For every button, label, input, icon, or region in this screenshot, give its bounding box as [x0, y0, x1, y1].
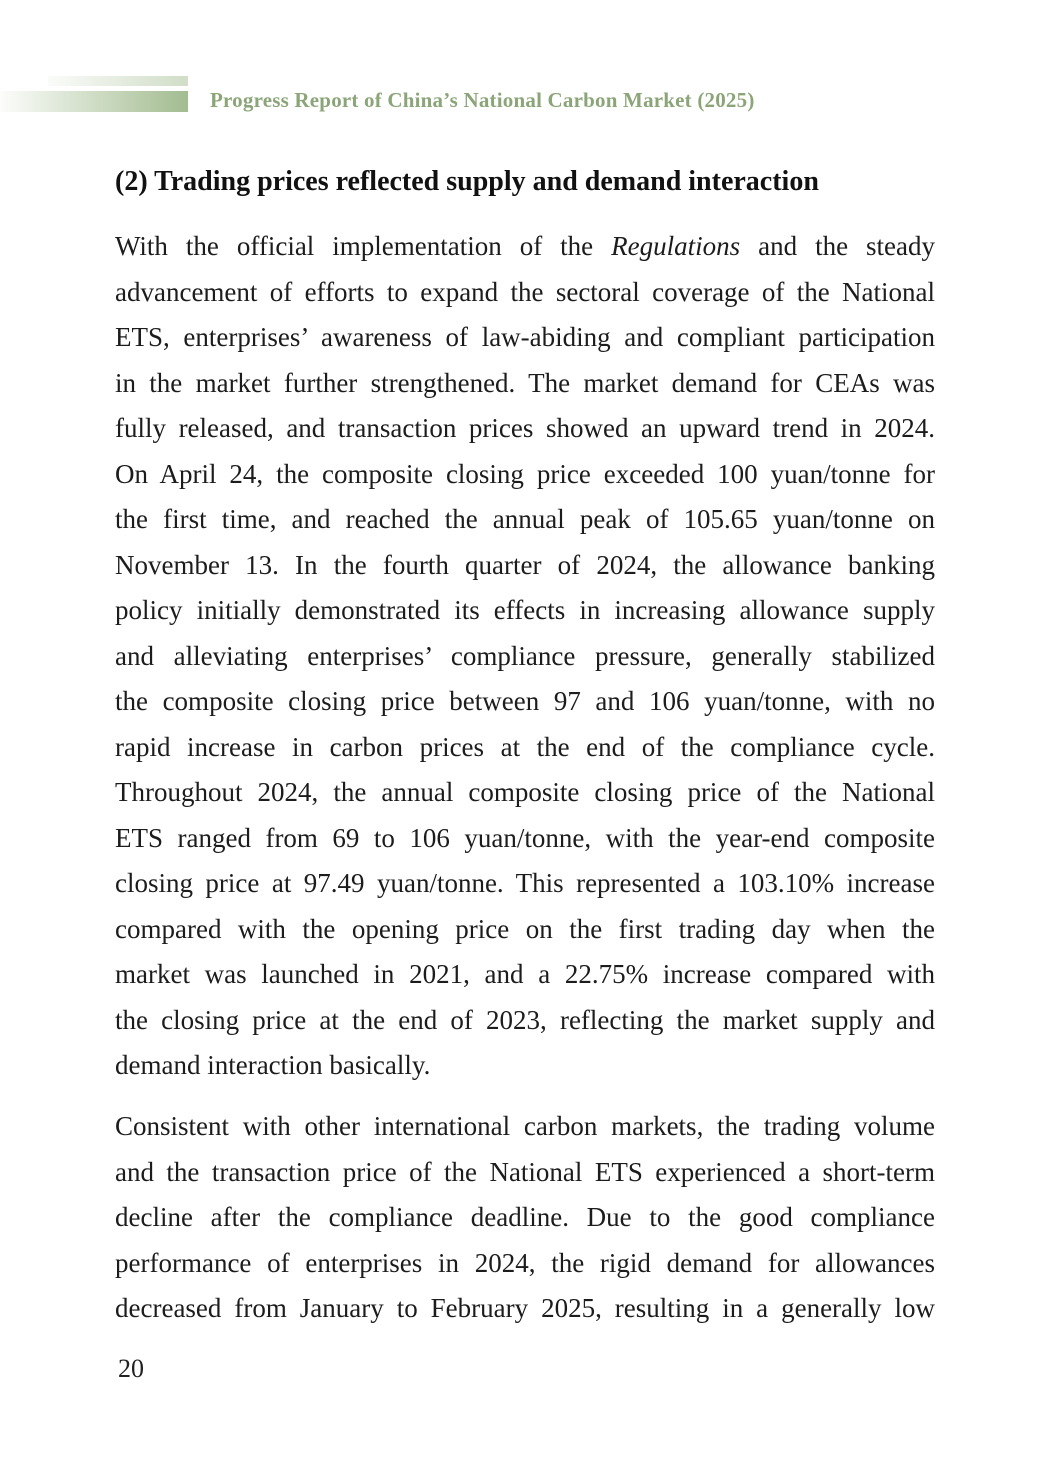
line-text: With the official implementation of the: [115, 231, 612, 261]
running-header-title: Progress Report of China’s National Carbon Market (2025): [210, 88, 755, 112]
paragraph-line: and the transaction price of the National ETS experienced a short-term: [115, 1156, 935, 1187]
paragraph-line: decline after the compliance deadline. Due to the good compliance: [115, 1202, 935, 1232]
paragraph-line: ETS ranged from 69 to 106 yuan/tonne, with the year-end composite: [115, 822, 935, 853]
paragraph-line: On April 24, the composite closing price exceeded 100 yuan/tonne for: [115, 458, 935, 489]
paragraph-line: advancement of efforts to expand the sectoral coverage of the National: [115, 276, 935, 307]
page-number: 20: [118, 1354, 144, 1383]
paragraph-line: policy initially demonstrated its effects in increasing allowance supply: [115, 595, 935, 625]
paragraph-line: rapid increase in carbon prices at the end of the compliance cycle.: [115, 731, 935, 762]
line-text: and the steady: [740, 231, 936, 261]
paragraph-line: the composite closing price between 97 and 106 yuan/tonne, with no: [115, 686, 935, 716]
regulations-italic: Regulations: [611, 231, 741, 261]
paragraph-1: [115, 224, 935, 1089]
header-accent-bar: [0, 91, 188, 112]
paragraph-line: market was launched in 2021, and a 22.75% increase compared with: [115, 959, 935, 989]
header-accent-bar-thin: [48, 76, 188, 86]
paragraph-2: [115, 1104, 935, 1332]
paragraph-line: fully released, and transaction prices showed an upward trend in 2024.: [115, 413, 935, 443]
paragraph-line: demand interaction basically.: [115, 1050, 431, 1080]
paragraph-line: Throughout 2024, the annual composite closing price of the National: [115, 777, 935, 807]
section-heading: (2) Trading prices reflected supply and demand interaction: [115, 166, 819, 197]
paragraph-line: compared with the opening price on the first trading day when the: [115, 913, 935, 944]
paragraph-line: Consistent with other international carbon markets, the trading volume: [115, 1111, 935, 1141]
paragraph-line: and alleviating enterprises’ compliance pressure, generally stabilized: [115, 640, 935, 671]
paragraph-line: [115, 224, 935, 270]
paragraph-line: in the market further strengthened. The market demand for CEAs was: [115, 367, 935, 398]
paragraph-line: ETS, enterprises’ awareness of law-abiding and compliant participation: [115, 322, 935, 352]
paragraph-line: the first time, and reached the annual peak of 105.65 yuan/tonne on: [115, 504, 935, 534]
paragraph-line: the closing price at the end of 2023, reflecting the market supply and: [115, 1004, 935, 1035]
paragraph-line: closing price at 97.49 yuan/tonne. This represented a 103.10% increase: [115, 868, 935, 898]
paragraph-line: performance of enterprises in 2024, the rigid demand for allowances: [115, 1247, 935, 1278]
paragraph-line: decreased from January to February 2025, resulting in a generally low: [115, 1293, 935, 1323]
paragraph-line: November 13. In the fourth quarter of 2024, the allowance banking: [115, 549, 935, 580]
